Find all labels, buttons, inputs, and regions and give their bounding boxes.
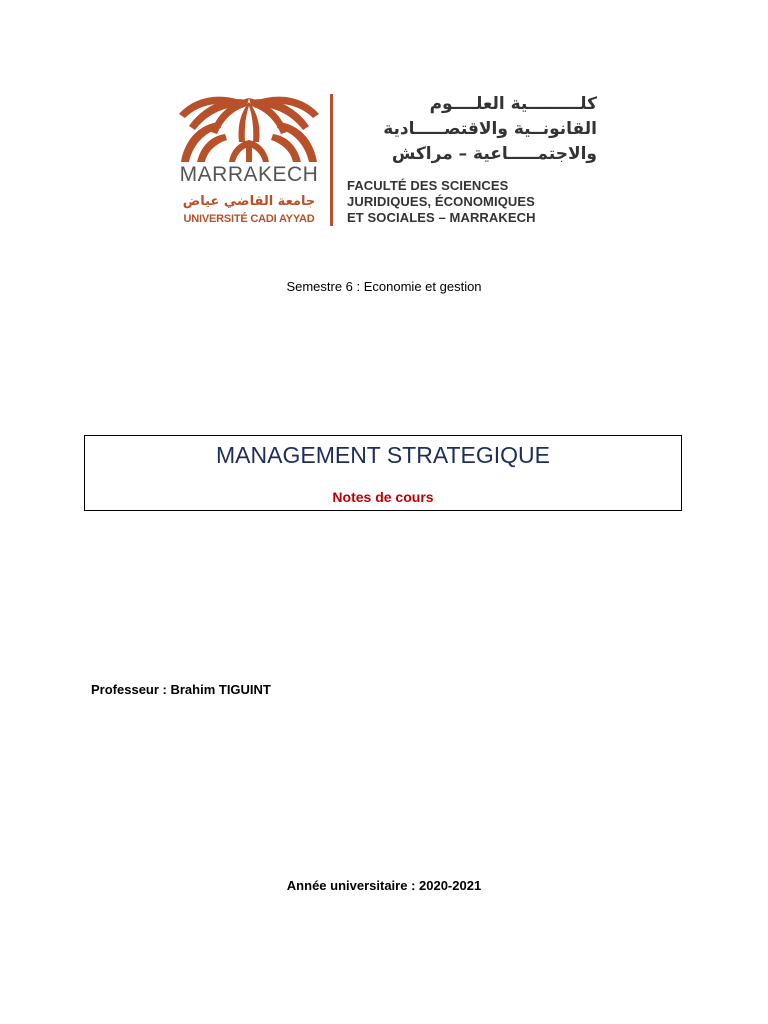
faculty-fr-line: ET SOCIALES – MARRAKECH bbox=[347, 210, 536, 225]
faculty-ar-line: كلـــــــــية العلــــوم bbox=[429, 94, 597, 114]
logo-divider bbox=[330, 94, 333, 226]
university-name-french: UNIVERSITÉ CADI AYYAD bbox=[183, 213, 315, 225]
document-subtitle: Notes de cours bbox=[332, 489, 434, 505]
document-title: MANAGEMENT STRATEGIQUE bbox=[216, 442, 550, 468]
title-box bbox=[84, 435, 682, 511]
academic-year-label: Année universitaire : 2020-2021 bbox=[286, 878, 482, 893]
professor-label: Professeur : Brahim TIGUINT bbox=[91, 682, 271, 697]
faculty-name-arabic bbox=[341, 92, 597, 167]
faculty-name-french bbox=[347, 178, 599, 226]
faculty-fr-line: FACULTÉ DES SCIENCES bbox=[347, 178, 509, 193]
faculty-logo-header bbox=[175, 90, 600, 230]
university-name-arabic: جامعة القاضي عياض bbox=[182, 194, 316, 209]
faculty-fr-line: JURIDIQUES, ÉCONOMIQUES bbox=[347, 194, 535, 209]
city-name: MARRAKECH bbox=[179, 163, 319, 186]
faculty-ar-line: والاجتمـــــاعية – مراكش bbox=[391, 144, 597, 164]
faculty-ar-line: القانونــية والاقتصـــــادية bbox=[383, 119, 597, 139]
semester-label: Semestre 6 : Economie et gestion bbox=[286, 279, 482, 294]
